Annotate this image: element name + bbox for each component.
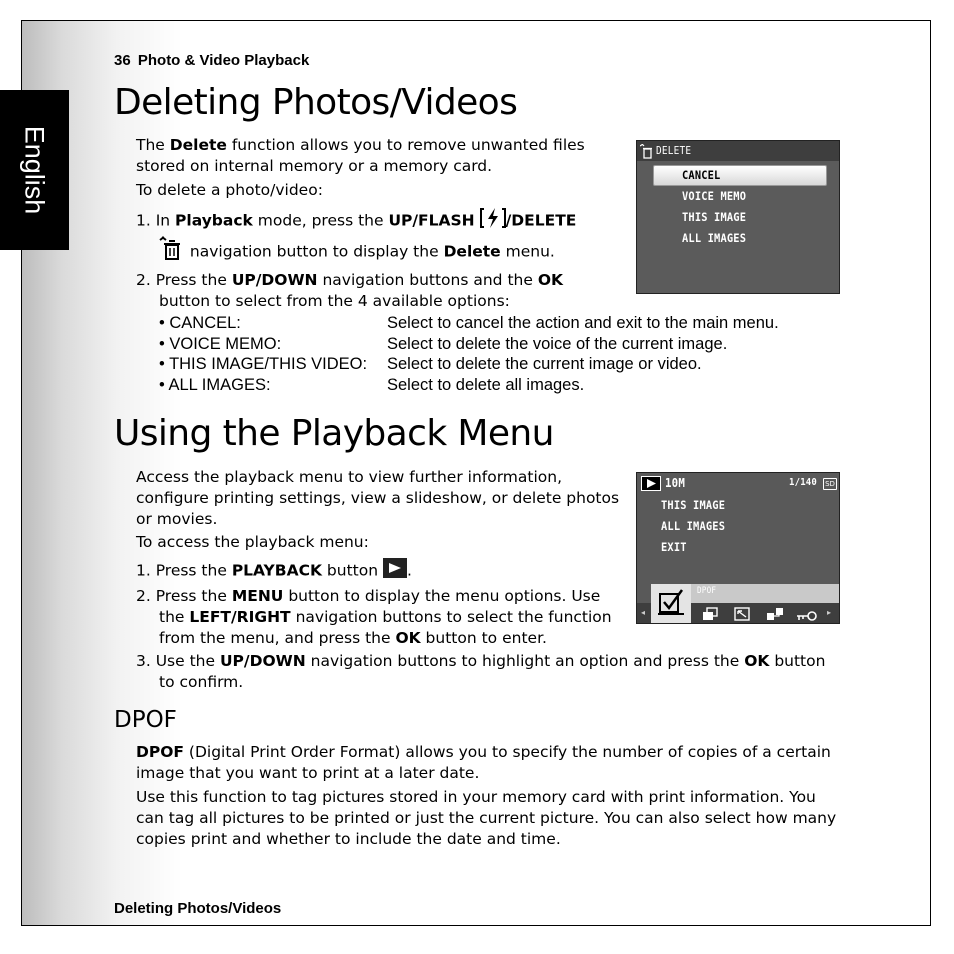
playback-intro	[136, 467, 619, 530]
protect-key-icon	[796, 607, 818, 626]
slideshow-icon	[702, 606, 718, 625]
page-footer: Deleting Photos/Videos	[114, 900, 282, 917]
delete-step-1	[136, 207, 576, 235]
text: the	[159, 608, 190, 626]
bold-text: Delete	[443, 242, 501, 261]
language-tab	[0, 90, 69, 250]
screen-menu-item: THIS IMAGE	[682, 210, 747, 224]
text: 1. Press the	[136, 561, 232, 580]
text: navigation button to display the	[185, 242, 444, 261]
page-number: 36	[114, 52, 131, 69]
bold-text: OK	[744, 652, 770, 670]
screen-menu-item: ALL IMAGES	[682, 231, 747, 245]
screen-tab-label: DPOF	[697, 586, 717, 596]
delete-instruction: To delete a photo/video:	[136, 181, 323, 199]
list-item	[159, 375, 585, 397]
option-name: • CANCEL:	[159, 314, 241, 332]
dpof-icon	[658, 588, 686, 622]
screen-menu-item: CANCEL	[682, 168, 721, 182]
playback-step-2	[136, 586, 612, 649]
text: 2. Press the	[136, 587, 232, 605]
text: mode, press the	[252, 211, 389, 230]
text: navigation buttons to highlight an option and press the	[305, 652, 745, 670]
text: 3. Use the	[136, 652, 220, 670]
screen-menu-item: EXIT	[661, 540, 687, 554]
play-mode-icon	[641, 476, 661, 495]
language-tab-label: English	[19, 125, 50, 215]
text: (Digital Print Order Format) allows you to specify the number of copies of a certain	[184, 743, 831, 761]
text: to confirm.	[159, 673, 244, 691]
text: button	[321, 561, 383, 580]
text: navigation buttons to select the function	[290, 608, 612, 626]
dpof-paragraph-1	[136, 742, 831, 784]
text: copies print and whether to include the date and time.	[136, 830, 561, 848]
text: button	[769, 652, 826, 670]
playback-step-3	[136, 651, 825, 693]
delete-menu-screen	[636, 140, 840, 294]
dpof-title: DPOF	[114, 707, 177, 733]
delete-intro	[136, 135, 585, 177]
text: The	[136, 136, 170, 154]
trash-icon	[640, 144, 654, 163]
text: button to select from the 4 available options:	[159, 292, 510, 310]
delete-step-1-line2	[159, 236, 555, 268]
option-desc: Select to delete all images.	[387, 375, 585, 394]
screen-counter: 1/140	[789, 477, 817, 488]
text: navigation buttons and the	[317, 271, 538, 289]
option-desc: Select to cancel the action and exit to the main menu.	[387, 314, 779, 332]
playback-menu-screen	[636, 472, 840, 624]
playback-title: Using the Playback Menu	[114, 413, 554, 454]
text: stored on internal memory or a memory card.	[136, 157, 493, 175]
bold-text: UP/DOWN	[219, 652, 306, 670]
screen-menu-item: ALL IMAGES	[661, 519, 726, 533]
text: 2. Press the	[136, 271, 232, 289]
option-desc: Select to delete the voice of the current image.	[387, 334, 728, 353]
text: from the menu, and press the	[159, 629, 396, 647]
page-header	[114, 52, 309, 69]
option-list	[159, 314, 779, 396]
bold-text: OK	[537, 271, 563, 289]
right-arrow-icon: ▸	[827, 608, 832, 617]
list-item	[159, 334, 728, 356]
header-section: Photo & Video Playback	[137, 52, 310, 69]
playback-icon	[383, 558, 407, 584]
sd-card-icon: SD	[823, 478, 837, 490]
bold-text: Playback	[175, 211, 253, 230]
text: Use this function to tag pictures stored in your memory card with print information. You	[136, 788, 816, 806]
bold-text: MENU	[231, 587, 284, 605]
text: 1. In	[136, 211, 176, 230]
screen-menu-item: THIS IMAGE	[661, 498, 726, 512]
option-name: • THIS IMAGE/THIS VIDEO:	[159, 355, 368, 373]
bold-text: Delete	[169, 136, 227, 154]
bold-text: /DELETE	[505, 211, 577, 230]
text: configure printing settings, view a slideshow, or delete photos	[136, 489, 620, 507]
resize-icon	[734, 606, 750, 625]
text: menu.	[500, 242, 555, 261]
text: can tag all pictures to be printed or just the current picture. You can also select how many	[136, 809, 837, 827]
delete-step-2	[136, 270, 563, 312]
bold-text: UP/FLASH	[388, 211, 475, 230]
screen-title: DELETE	[656, 145, 692, 157]
flash-icon	[480, 207, 506, 235]
delete-title: Deleting Photos/Videos	[114, 82, 518, 123]
bold-text: DPOF	[136, 743, 184, 761]
trash-icon	[159, 236, 185, 268]
bold-text: PLAYBACK	[231, 561, 322, 580]
bold-text: UP/DOWN	[231, 271, 318, 289]
bold-text: LEFT/RIGHT	[189, 608, 291, 626]
left-arrow-icon: ◂	[641, 608, 646, 617]
option-desc: Select to delete the current image or video.	[387, 355, 702, 373]
playback-step-1	[136, 558, 412, 584]
playback-instruction: To access the playback menu:	[136, 533, 369, 551]
text: button to display the menu options. Use	[283, 587, 601, 605]
text: function allows you to remove unwanted files	[226, 136, 585, 154]
bold-text: OK	[395, 629, 421, 647]
screen-menu-item: VOICE MEMO	[682, 189, 747, 203]
list-item	[159, 314, 779, 335]
text: image that you want to print at a later date.	[136, 764, 480, 782]
text: or movies.	[136, 510, 218, 528]
screen-highlight	[653, 165, 827, 186]
list-item	[159, 355, 702, 376]
screen-resolution: 10M	[665, 476, 686, 490]
option-name: • ALL IMAGES:	[159, 375, 271, 394]
text: button to enter.	[420, 629, 547, 647]
text: .	[406, 561, 412, 580]
dpof-paragraph-2	[136, 787, 836, 850]
copy-icon	[766, 606, 784, 625]
text: Access the playback menu to view further information,	[136, 468, 563, 486]
option-name: • VOICE MEMO:	[159, 334, 282, 353]
